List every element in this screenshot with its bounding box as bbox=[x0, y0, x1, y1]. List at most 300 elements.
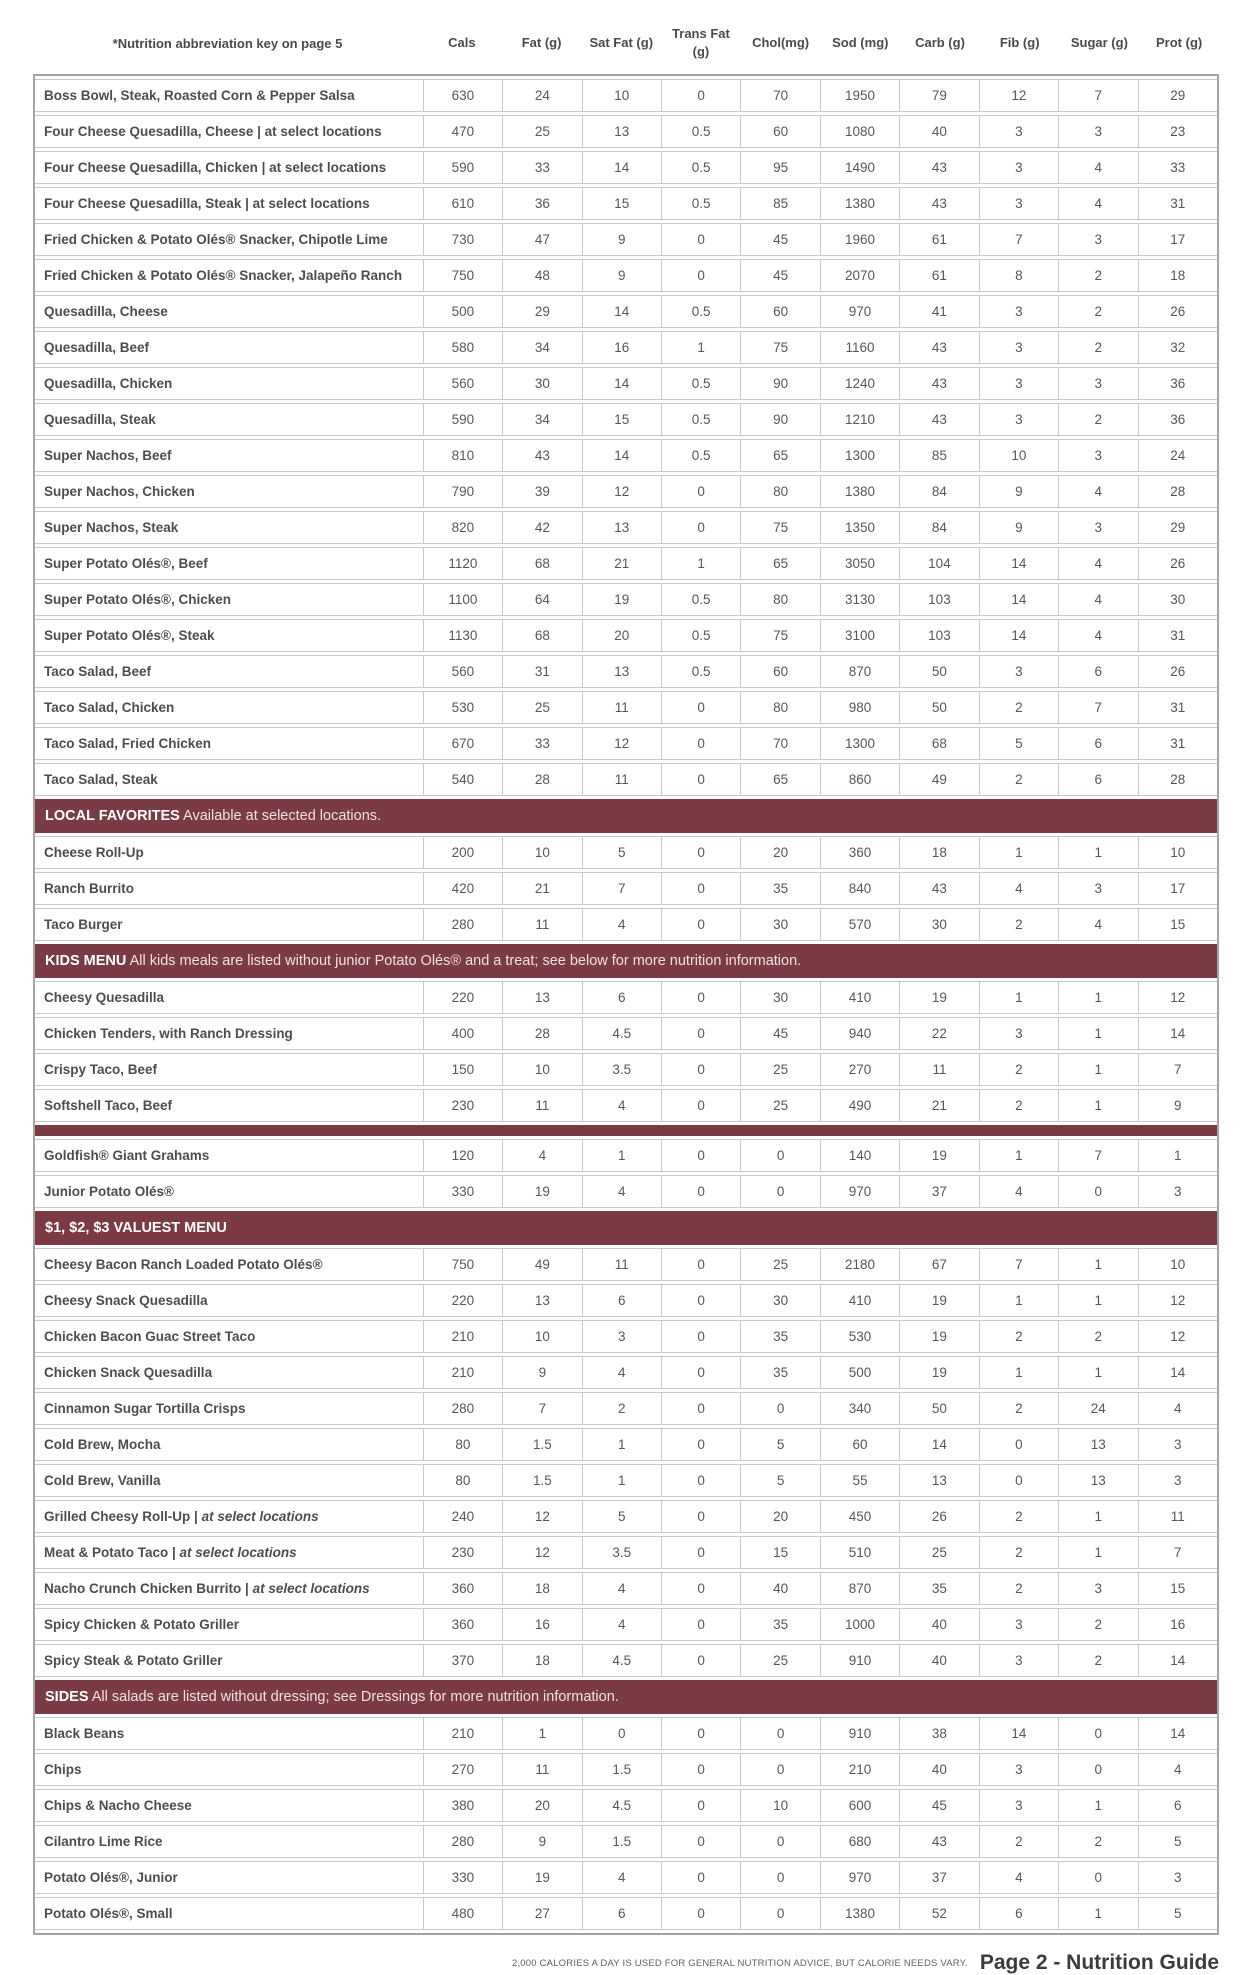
column-label: Sugar (g) bbox=[1070, 35, 1128, 51]
value-cell: 24 bbox=[1058, 1392, 1137, 1425]
item-name-cell: Potato Olés®, Small bbox=[35, 1897, 423, 1930]
value-cell: 19 bbox=[582, 583, 661, 616]
value-cell: 13 bbox=[1058, 1428, 1137, 1461]
value-cell: 84 bbox=[899, 511, 978, 544]
value-cell: 40 bbox=[899, 1644, 978, 1677]
value-cell: 12 bbox=[979, 79, 1058, 112]
value-cell: 41 bbox=[899, 295, 978, 328]
value-cell: 35 bbox=[740, 1356, 819, 1389]
value-cell: 0 bbox=[661, 1717, 740, 1750]
value-cell: 1 bbox=[1058, 1356, 1137, 1389]
value-cell: 5 bbox=[740, 1464, 819, 1497]
value-cell: 0 bbox=[661, 1536, 740, 1569]
value-cell: 3 bbox=[1058, 223, 1137, 256]
value-cell: 29 bbox=[1138, 79, 1218, 112]
table-row bbox=[35, 439, 1217, 472]
value-cell: 49 bbox=[502, 1248, 581, 1281]
value-cell: 2 bbox=[1058, 1608, 1137, 1641]
value-cell: 3 bbox=[1058, 367, 1137, 400]
value-cell: 2 bbox=[979, 1572, 1058, 1605]
section-divider-bar bbox=[35, 1125, 1217, 1136]
item-name-cell: Crispy Taco, Beef bbox=[35, 1053, 423, 1086]
value-cell: 28 bbox=[1138, 763, 1218, 796]
value-cell: 0 bbox=[582, 1717, 661, 1750]
value-cell: 21 bbox=[582, 547, 661, 580]
value-cell: 5 bbox=[1138, 1825, 1218, 1858]
value-cell: 12 bbox=[1138, 1320, 1218, 1353]
value-cell: 3 bbox=[979, 403, 1058, 436]
value-cell: 9 bbox=[582, 259, 661, 292]
value-cell: 1 bbox=[1058, 1789, 1137, 1822]
item-name-cell: Taco Salad, Fried Chicken bbox=[35, 727, 423, 760]
value-cell: 18 bbox=[502, 1644, 581, 1677]
value-cell: 0 bbox=[979, 1428, 1058, 1461]
value-cell: 25 bbox=[740, 1089, 819, 1122]
value-cell: 13 bbox=[582, 655, 661, 688]
value-cell: 0 bbox=[661, 1320, 740, 1353]
calorie-disclaimer: 2,000 CALORIES A DAY IS USED FOR GENERAL NUTRITION ADVICE, BUT CALORIE NEEDS VARY. bbox=[511, 1957, 968, 1969]
value-cell: 0 bbox=[1058, 1861, 1137, 1894]
value-cell: 26 bbox=[1138, 655, 1218, 688]
value-cell: 33 bbox=[502, 727, 581, 760]
value-cell: 0.5 bbox=[661, 655, 740, 688]
value-cell: 17 bbox=[1138, 872, 1218, 905]
value-cell: 2 bbox=[1058, 1320, 1137, 1353]
value-cell: 37 bbox=[899, 1861, 978, 1894]
section-title: LOCAL FAVORITES bbox=[45, 808, 180, 825]
value-cell: 450 bbox=[820, 1500, 899, 1533]
value-cell: 0.5 bbox=[661, 439, 740, 472]
value-cell: 0 bbox=[661, 1789, 740, 1822]
item-name-cell: Nacho Crunch Chicken Burrito | at select locations bbox=[35, 1572, 423, 1605]
item-name-cell: Junior Potato Olés® bbox=[35, 1175, 423, 1208]
value-cell: 1350 bbox=[820, 511, 899, 544]
value-cell: 80 bbox=[740, 583, 819, 616]
table-row bbox=[35, 547, 1217, 580]
value-cell: 60 bbox=[820, 1428, 899, 1461]
value-cell: 3 bbox=[1058, 115, 1137, 148]
value-cell: 1 bbox=[979, 981, 1058, 1014]
table-row bbox=[35, 1572, 1217, 1605]
value-cell: 45 bbox=[899, 1789, 978, 1822]
item-name-cell: Taco Salad, Chicken bbox=[35, 691, 423, 724]
section-header bbox=[35, 944, 1217, 978]
table-row bbox=[35, 1861, 1217, 1894]
value-cell: 3 bbox=[1138, 1428, 1218, 1461]
value-cell: 3 bbox=[979, 187, 1058, 220]
value-cell: 75 bbox=[740, 511, 819, 544]
item-name-cell: Cold Brew, Vanilla bbox=[35, 1464, 423, 1497]
value-cell: 3 bbox=[979, 331, 1058, 364]
value-cell: 16 bbox=[1138, 1608, 1218, 1641]
value-cell: 4 bbox=[1058, 151, 1137, 184]
value-cell: 10 bbox=[582, 79, 661, 112]
value-cell: 1120 bbox=[423, 547, 502, 580]
value-cell: 3 bbox=[979, 1789, 1058, 1822]
value-cell: 12 bbox=[1138, 1284, 1218, 1317]
value-cell: 380 bbox=[423, 1789, 502, 1822]
section-subtitle: All salads are listed without dressing; see Dressings for more nutrition information. bbox=[88, 1689, 619, 1706]
value-cell: 0 bbox=[1058, 1717, 1137, 1750]
column-label: Fib (g) bbox=[999, 35, 1040, 51]
value-cell: 500 bbox=[423, 295, 502, 328]
value-cell: 65 bbox=[740, 547, 819, 580]
value-cell: 64 bbox=[502, 583, 581, 616]
value-cell: 2 bbox=[1058, 1644, 1137, 1677]
value-cell: 15 bbox=[582, 403, 661, 436]
value-cell: 1 bbox=[582, 1139, 661, 1172]
item-name-cell: Chicken Snack Quesadilla bbox=[35, 1356, 423, 1389]
value-cell: 4 bbox=[1058, 187, 1137, 220]
column-label: Chol(mg) bbox=[752, 35, 810, 51]
section-header-row bbox=[35, 1211, 1217, 1245]
value-cell: 600 bbox=[820, 1789, 899, 1822]
value-cell: 36 bbox=[502, 187, 581, 220]
table-row bbox=[35, 1897, 1217, 1930]
value-cell: 14 bbox=[582, 439, 661, 472]
value-cell: 36 bbox=[1138, 367, 1218, 400]
table-row bbox=[35, 1464, 1217, 1497]
section-header-row bbox=[35, 799, 1217, 833]
nutrition-table bbox=[33, 74, 1219, 1935]
value-cell: 12 bbox=[582, 727, 661, 760]
value-cell: 10 bbox=[740, 1789, 819, 1822]
table-row bbox=[35, 1644, 1217, 1677]
value-cell: 10 bbox=[1138, 836, 1218, 869]
value-cell: 490 bbox=[820, 1089, 899, 1122]
value-cell: 30 bbox=[740, 1284, 819, 1317]
value-cell: 0 bbox=[661, 836, 740, 869]
value-cell: 1 bbox=[979, 836, 1058, 869]
value-cell: 67 bbox=[899, 1248, 978, 1281]
value-cell: 75 bbox=[740, 331, 819, 364]
value-cell: 340 bbox=[820, 1392, 899, 1425]
value-cell: 4 bbox=[582, 1572, 661, 1605]
value-cell: 9 bbox=[582, 223, 661, 256]
value-cell: 0 bbox=[661, 1861, 740, 1894]
value-cell: 13 bbox=[502, 1284, 581, 1317]
value-cell: 2180 bbox=[820, 1248, 899, 1281]
value-cell: 470 bbox=[423, 115, 502, 148]
value-cell: 1.5 bbox=[502, 1464, 581, 1497]
value-cell: 280 bbox=[423, 908, 502, 941]
value-cell: 43 bbox=[899, 331, 978, 364]
value-cell: 0 bbox=[740, 1861, 819, 1894]
section-title: KIDS MENU bbox=[45, 953, 127, 970]
value-cell: 1 bbox=[661, 331, 740, 364]
value-cell: 9 bbox=[1138, 1089, 1218, 1122]
value-cell: 15 bbox=[1138, 1572, 1218, 1605]
table-row bbox=[35, 1248, 1217, 1281]
value-cell: 1 bbox=[582, 1464, 661, 1497]
value-cell: 1 bbox=[1058, 1017, 1137, 1050]
value-cell: 0.5 bbox=[661, 187, 740, 220]
value-cell: 2 bbox=[979, 908, 1058, 941]
value-cell: 2 bbox=[1058, 295, 1137, 328]
section-header bbox=[35, 1680, 1217, 1714]
value-cell: 14 bbox=[582, 295, 661, 328]
value-cell: 940 bbox=[820, 1017, 899, 1050]
value-cell: 19 bbox=[899, 1284, 978, 1317]
value-cell: 1 bbox=[1058, 836, 1137, 869]
value-cell: 1 bbox=[502, 1717, 581, 1750]
value-cell: 90 bbox=[740, 403, 819, 436]
value-cell: 70 bbox=[740, 727, 819, 760]
column-label: Trans Fat (g) bbox=[672, 26, 730, 60]
value-cell: 29 bbox=[502, 295, 581, 328]
value-cell: 43 bbox=[899, 1825, 978, 1858]
value-cell: 1.5 bbox=[582, 1753, 661, 1786]
value-cell: 0 bbox=[661, 1053, 740, 1086]
value-cell: 0 bbox=[1058, 1175, 1137, 1208]
value-cell: 80 bbox=[740, 475, 819, 508]
value-cell: 0.5 bbox=[661, 403, 740, 436]
value-cell: 70 bbox=[740, 79, 819, 112]
item-name-cell: Grilled Cheesy Roll-Up | at select locations bbox=[35, 1500, 423, 1533]
item-name-cell: Taco Salad, Steak bbox=[35, 763, 423, 796]
value-cell: 220 bbox=[423, 981, 502, 1014]
value-cell: 0 bbox=[740, 1392, 819, 1425]
value-cell: 730 bbox=[423, 223, 502, 256]
item-name-cell: Cheesy Snack Quesadilla bbox=[35, 1284, 423, 1317]
value-cell: 9 bbox=[979, 475, 1058, 508]
value-cell: 0 bbox=[661, 1644, 740, 1677]
value-cell: 79 bbox=[899, 79, 978, 112]
value-cell: 0 bbox=[740, 1717, 819, 1750]
value-cell: 530 bbox=[820, 1320, 899, 1353]
value-cell: 14 bbox=[1138, 1644, 1218, 1677]
value-cell: 270 bbox=[820, 1053, 899, 1086]
value-cell: 10 bbox=[1138, 1248, 1218, 1281]
item-name-cell: Ranch Burrito bbox=[35, 872, 423, 905]
item-name-cell: Boss Bowl, Steak, Roasted Corn & Pepper Salsa bbox=[35, 79, 423, 112]
value-cell: 30 bbox=[1138, 583, 1218, 616]
value-cell: 17 bbox=[1138, 223, 1218, 256]
value-cell: 65 bbox=[740, 439, 819, 472]
value-cell: 0 bbox=[661, 1428, 740, 1461]
value-cell: 400 bbox=[423, 1017, 502, 1050]
value-cell: 26 bbox=[1138, 547, 1218, 580]
value-cell: 80 bbox=[423, 1428, 502, 1461]
value-cell: 40 bbox=[899, 115, 978, 148]
value-cell: 0 bbox=[740, 1175, 819, 1208]
value-cell: 330 bbox=[423, 1861, 502, 1894]
value-cell: 4 bbox=[1058, 475, 1137, 508]
value-cell: 210 bbox=[423, 1717, 502, 1750]
value-cell: 34 bbox=[502, 331, 581, 364]
value-cell: 0 bbox=[661, 763, 740, 796]
value-cell: 21 bbox=[502, 872, 581, 905]
value-cell: 1380 bbox=[820, 475, 899, 508]
value-cell: 6 bbox=[1058, 763, 1137, 796]
value-cell: 4 bbox=[582, 1608, 661, 1641]
value-cell: 20 bbox=[582, 619, 661, 652]
value-cell: 0.5 bbox=[661, 151, 740, 184]
value-cell: 11 bbox=[582, 691, 661, 724]
value-cell: 5 bbox=[582, 1500, 661, 1533]
value-cell: 13 bbox=[582, 511, 661, 544]
value-cell: 30 bbox=[502, 367, 581, 400]
value-cell: 0 bbox=[661, 475, 740, 508]
value-cell: 0 bbox=[661, 691, 740, 724]
value-cell: 50 bbox=[899, 691, 978, 724]
value-cell: 0 bbox=[661, 1356, 740, 1389]
item-name-cell: Chips & Nacho Cheese bbox=[35, 1789, 423, 1822]
value-cell: 23 bbox=[1138, 115, 1218, 148]
table-row bbox=[35, 475, 1217, 508]
value-cell: 2 bbox=[979, 691, 1058, 724]
value-cell: 11 bbox=[502, 1753, 581, 1786]
item-name-note: at select locations bbox=[175, 1545, 297, 1561]
value-cell: 670 bbox=[423, 727, 502, 760]
value-cell: 120 bbox=[423, 1139, 502, 1172]
value-cell: 6 bbox=[1058, 655, 1137, 688]
value-cell: 16 bbox=[502, 1608, 581, 1641]
value-cell: 68 bbox=[502, 619, 581, 652]
value-cell: 280 bbox=[423, 1825, 502, 1858]
value-cell: 60 bbox=[740, 655, 819, 688]
item-name-cell: Chips bbox=[35, 1753, 423, 1786]
value-cell: 36 bbox=[1138, 403, 1218, 436]
value-cell: 85 bbox=[740, 187, 819, 220]
value-cell: 3 bbox=[1138, 1861, 1218, 1894]
value-cell: 5 bbox=[582, 836, 661, 869]
value-cell: 2 bbox=[1058, 259, 1137, 292]
table-row bbox=[35, 727, 1217, 760]
value-cell: 480 bbox=[423, 1897, 502, 1930]
value-cell: 25 bbox=[740, 1644, 819, 1677]
value-cell: 0 bbox=[661, 79, 740, 112]
table-row bbox=[35, 1284, 1217, 1317]
value-cell: 970 bbox=[820, 295, 899, 328]
abbreviation-note: *Nutrition abbreviation key on page 5 bbox=[112, 35, 343, 51]
item-name-cell: Spicy Steak & Potato Griller bbox=[35, 1644, 423, 1677]
value-cell: 1 bbox=[1058, 1897, 1137, 1930]
value-cell: 870 bbox=[820, 1572, 899, 1605]
value-cell: 560 bbox=[423, 655, 502, 688]
value-cell: 19 bbox=[899, 981, 978, 1014]
value-cell: 3 bbox=[582, 1320, 661, 1353]
value-cell: 14 bbox=[582, 151, 661, 184]
item-name-cell: Super Nachos, Chicken bbox=[35, 475, 423, 508]
value-cell: 6 bbox=[979, 1897, 1058, 1930]
value-cell: 1000 bbox=[820, 1608, 899, 1641]
value-cell: 42 bbox=[502, 511, 581, 544]
table-row bbox=[35, 151, 1217, 184]
value-cell: 1 bbox=[1058, 1089, 1137, 1122]
value-cell: 0 bbox=[661, 1248, 740, 1281]
item-name-cell: Cheese Roll-Up bbox=[35, 836, 423, 869]
value-cell: 1 bbox=[1058, 1053, 1137, 1086]
table-row bbox=[35, 1053, 1217, 1086]
value-cell: 16 bbox=[582, 331, 661, 364]
table-row bbox=[35, 1392, 1217, 1425]
value-cell: 19 bbox=[899, 1356, 978, 1389]
value-cell: 30 bbox=[899, 908, 978, 941]
value-cell: 870 bbox=[820, 655, 899, 688]
value-cell: 810 bbox=[423, 439, 502, 472]
value-cell: 25 bbox=[740, 1248, 819, 1281]
value-cell: 4.5 bbox=[582, 1017, 661, 1050]
value-cell: 410 bbox=[820, 1284, 899, 1317]
value-cell: 10 bbox=[502, 1320, 581, 1353]
item-name-cell: Fried Chicken & Potato Olés® Snacker, Chipotle Lime bbox=[35, 223, 423, 256]
value-cell: 3100 bbox=[820, 619, 899, 652]
value-cell: 6 bbox=[582, 981, 661, 1014]
value-cell: 0 bbox=[661, 1284, 740, 1317]
value-cell: 14 bbox=[979, 619, 1058, 652]
item-name-cell: Quesadilla, Cheese bbox=[35, 295, 423, 328]
value-cell: 910 bbox=[820, 1717, 899, 1750]
value-cell: 48 bbox=[502, 259, 581, 292]
value-cell: 7 bbox=[502, 1392, 581, 1425]
value-cell: 0 bbox=[661, 1175, 740, 1208]
value-cell: 14 bbox=[979, 583, 1058, 616]
value-cell: 43 bbox=[899, 151, 978, 184]
value-cell: 68 bbox=[899, 727, 978, 760]
value-cell: 540 bbox=[423, 763, 502, 796]
value-cell: 25 bbox=[740, 1053, 819, 1086]
item-name-cell: Taco Burger bbox=[35, 908, 423, 941]
table-row bbox=[35, 1825, 1217, 1858]
value-cell: 45 bbox=[740, 1017, 819, 1050]
value-cell: 22 bbox=[899, 1017, 978, 1050]
value-cell: 360 bbox=[820, 836, 899, 869]
value-cell: 240 bbox=[423, 1500, 502, 1533]
table-row bbox=[35, 1139, 1217, 1172]
value-cell: 680 bbox=[820, 1825, 899, 1858]
item-name-cell: Softshell Taco, Beef bbox=[35, 1089, 423, 1122]
item-name-cell: Cinnamon Sugar Tortilla Crisps bbox=[35, 1392, 423, 1425]
value-cell: 49 bbox=[899, 763, 978, 796]
value-cell: 31 bbox=[1138, 727, 1218, 760]
page-label: Page 2 - Nutrition Guide bbox=[979, 1951, 1219, 1975]
value-cell: 19 bbox=[899, 1139, 978, 1172]
section-subtitle: All kids meals are listed without junior Potato Olés® and a treat; see below for more nutrition information. bbox=[126, 953, 802, 970]
value-cell: 61 bbox=[899, 259, 978, 292]
value-cell: 7 bbox=[1138, 1536, 1218, 1569]
value-cell: 750 bbox=[423, 1248, 502, 1281]
value-cell: 15 bbox=[1138, 908, 1218, 941]
value-cell: 2 bbox=[979, 1320, 1058, 1353]
item-name-cell: Chicken Tenders, with Ranch Dressing bbox=[35, 1017, 423, 1050]
value-cell: 570 bbox=[820, 908, 899, 941]
section-header-row bbox=[35, 1680, 1217, 1714]
column-header-row bbox=[33, 10, 1219, 74]
value-cell: 45 bbox=[740, 259, 819, 292]
table-row bbox=[35, 763, 1217, 796]
value-cell: 43 bbox=[899, 187, 978, 220]
value-cell: 1 bbox=[979, 1356, 1058, 1389]
value-cell: 0 bbox=[661, 1753, 740, 1786]
table-row bbox=[35, 223, 1217, 256]
value-cell: 3 bbox=[979, 151, 1058, 184]
value-cell: 230 bbox=[423, 1536, 502, 1569]
value-cell: 3 bbox=[979, 655, 1058, 688]
value-cell: 3.5 bbox=[582, 1053, 661, 1086]
value-cell: 1490 bbox=[820, 151, 899, 184]
value-cell: 3050 bbox=[820, 547, 899, 580]
value-cell: 60 bbox=[740, 295, 819, 328]
item-name-cell: Four Cheese Quesadilla, Chicken | at select locations bbox=[35, 151, 423, 184]
table-row bbox=[35, 872, 1217, 905]
value-cell: 4 bbox=[1058, 583, 1137, 616]
value-cell: 1 bbox=[1058, 981, 1137, 1014]
value-cell: 50 bbox=[899, 655, 978, 688]
nutrition-guide-page bbox=[0, 10, 1243, 1975]
item-name-cell: Goldfish® Giant Grahams bbox=[35, 1139, 423, 1172]
value-cell: 21 bbox=[899, 1089, 978, 1122]
